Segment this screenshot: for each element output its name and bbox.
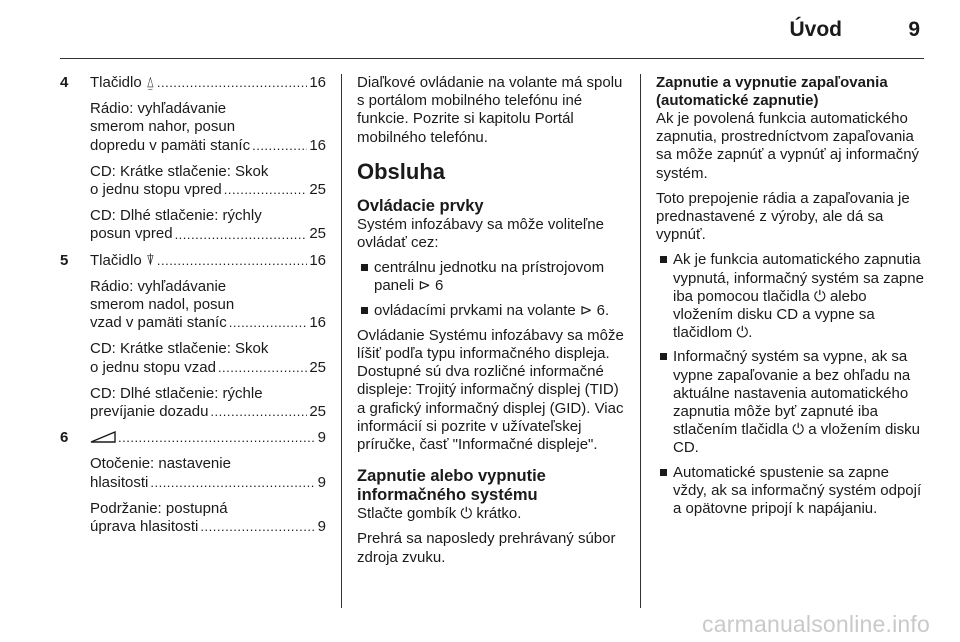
- page-reference: 9: [317, 429, 326, 447]
- index-label: posun vpred: [90, 225, 173, 243]
- index-number: 4: [60, 74, 69, 91]
- index-row: [90, 314, 326, 332]
- volume-icon: [90, 429, 116, 447]
- page-reference: 25: [309, 181, 326, 199]
- autostart-paragraph-2: Toto prepojenie rádia a zapaľovania je prednastavené z výroby, ale dá sa vypnúť.: [656, 189, 910, 244]
- page-reference: 9: [317, 473, 326, 491]
- column-divider: [640, 74, 641, 608]
- list-item: Automatické spustenie sa zapne vždy, ak sa informačný systém odpojí a opätovne pripojí k napájaniu.: [656, 464, 924, 519]
- index-entry: [60, 252, 326, 422]
- page-reference: 25: [309, 358, 326, 376]
- index-row: [90, 252, 326, 270]
- list-item: ovládacími prvkami na volante ⊳ 6.: [357, 302, 624, 320]
- index-column: [60, 74, 326, 536]
- index-label: o jednu stopu vzad: [90, 358, 216, 376]
- dot-leader: [118, 432, 316, 444]
- section-heading-obsluha: Obsluha: [357, 158, 446, 184]
- page-title: Úvod: [789, 18, 842, 41]
- index-row: [90, 474, 326, 492]
- dot-leader: [150, 477, 315, 489]
- index-text-line: CD: Dlhé stlačenie: rýchly: [90, 207, 262, 225]
- content-column-middle: [357, 74, 624, 574]
- index-entry: [60, 74, 326, 244]
- page-number: 9: [908, 18, 920, 41]
- index-row: [90, 74, 326, 92]
- index-row: [90, 225, 326, 243]
- index-text-line: CD: Krátke stlačenie: Skok: [90, 162, 269, 180]
- page-reference: 9: [317, 518, 326, 536]
- power-paragraph-2: Prehrá sa naposledy prehrávaný súbor zdroja zvuku.: [357, 530, 616, 566]
- list-item: Ak je funkcia automatického zapnutia vypnutá, informačný systém sa zapne iba pomocou tlačidla ⏻ alebo vložením disku CD a vypne sa tlačidlom ⏻.: [656, 251, 924, 342]
- dot-leader: [218, 362, 307, 374]
- index-text-line: CD: Krátke stlačenie: Skok: [90, 340, 269, 358]
- index-row: [90, 429, 326, 447]
- header-rule: [60, 58, 924, 59]
- page-reference: 16: [309, 136, 326, 154]
- page-reference: 25: [309, 403, 326, 421]
- index-text-line: Otočenie: nastavenie: [90, 455, 231, 473]
- index-number: 5: [60, 251, 69, 269]
- dot-leader: [157, 255, 307, 267]
- index-label: Tlačidlo ⍒: [90, 251, 155, 269]
- index-text-line: smerom nahor, posun: [90, 118, 236, 136]
- page-reference: 16: [309, 74, 326, 91]
- index-label: hlasitosti: [90, 473, 149, 491]
- dot-leader: [210, 406, 307, 418]
- column-divider: [341, 74, 342, 608]
- subheading-controls: Ovládacie prvky: [357, 196, 484, 215]
- index-label: úprava hlasitosti: [90, 518, 199, 536]
- list-item: Informačný systém sa vypne, ak sa vypne zapaľovanie a bez ohľadu na aktuálne nastavenia automatického zapnutia môže byť zapnuté iba stlačením tlačidla ⏻ a vložením disku CD.: [656, 348, 924, 457]
- index-entry: [60, 429, 326, 536]
- controls-paragraph: Systém infozábavy sa môže voliteľne ovládať cez:: [357, 215, 604, 252]
- watermark: carmanualsonline.info: [702, 611, 930, 637]
- index-label: dopredu v pamäti staníc: [90, 136, 251, 154]
- index-text-line: Rádio: vyhľadávanie: [90, 277, 227, 295]
- index-label: Tlačidlo ⍙: [90, 74, 155, 91]
- index-label: prevíjanie dozadu: [90, 403, 209, 421]
- index-text-line: Podržanie: postupná: [90, 499, 228, 517]
- power-paragraph-1: Stlačte gombík ⏻ krátko.: [357, 505, 522, 523]
- subheading-power: Zapnutie alebo vypnutie informačného systému: [357, 467, 546, 505]
- index-row: [90, 359, 326, 377]
- dot-leader: [175, 229, 308, 241]
- autostart-paragraph-1: Ak je povolená funkcia automatického zapnutia, prostredníctvom zapaľovania sa môže zapnúť a vypnúť aj informačný systém.: [656, 110, 920, 182]
- index-row: [90, 403, 326, 421]
- dot-leader: [224, 184, 308, 196]
- controls-list: [357, 259, 624, 320]
- content-column-right: [656, 74, 924, 525]
- dot-leader: [157, 77, 307, 89]
- list-item: centrálnu jednotku na prístrojovom paneli ⊳ 6: [357, 259, 624, 295]
- index-text-line: smerom nadol, posun: [90, 296, 235, 314]
- dot-leader: [229, 317, 308, 329]
- index-row: [90, 181, 326, 199]
- index-text-line: Rádio: vyhľadávanie: [90, 100, 227, 118]
- index-text-line: CD: Dlhé stlačenie: rýchle: [90, 384, 263, 402]
- index-label: vzad v pamäti staníc: [90, 314, 227, 332]
- index-label: o jednu stopu vpred: [90, 181, 222, 199]
- page-reference: 16: [309, 251, 326, 269]
- index-row: [90, 137, 326, 155]
- page-reference: 16: [309, 314, 326, 332]
- index-row: [90, 518, 326, 536]
- displays-paragraph: Ovládanie Systému infozábavy sa môže líšiť podľa typu informačného displeja. Dostupné sú dva rozličné informačné displeje: Trojitý informačný displej (TID) a grafický informačný displej (GID). Viac informácií si pozrite v užívateľskej príručke, časť "Informačné displeje".: [357, 326, 624, 454]
- dot-leader: [252, 140, 307, 152]
- page-reference: 25: [309, 225, 326, 243]
- index-number: 6: [60, 429, 69, 447]
- autostart-list: [656, 251, 924, 518]
- dot-leader: [200, 521, 315, 533]
- subheading-autostart: Zapnutie a vypnutie zapaľovania (automatické zapnutie): [656, 74, 888, 109]
- intro-paragraph: Diaľkové ovládanie na volante má spolu s portálom mobilného telefónu iné funkcie. Pozrite si kapitolu Portál mobilného telefónu.: [357, 74, 623, 146]
